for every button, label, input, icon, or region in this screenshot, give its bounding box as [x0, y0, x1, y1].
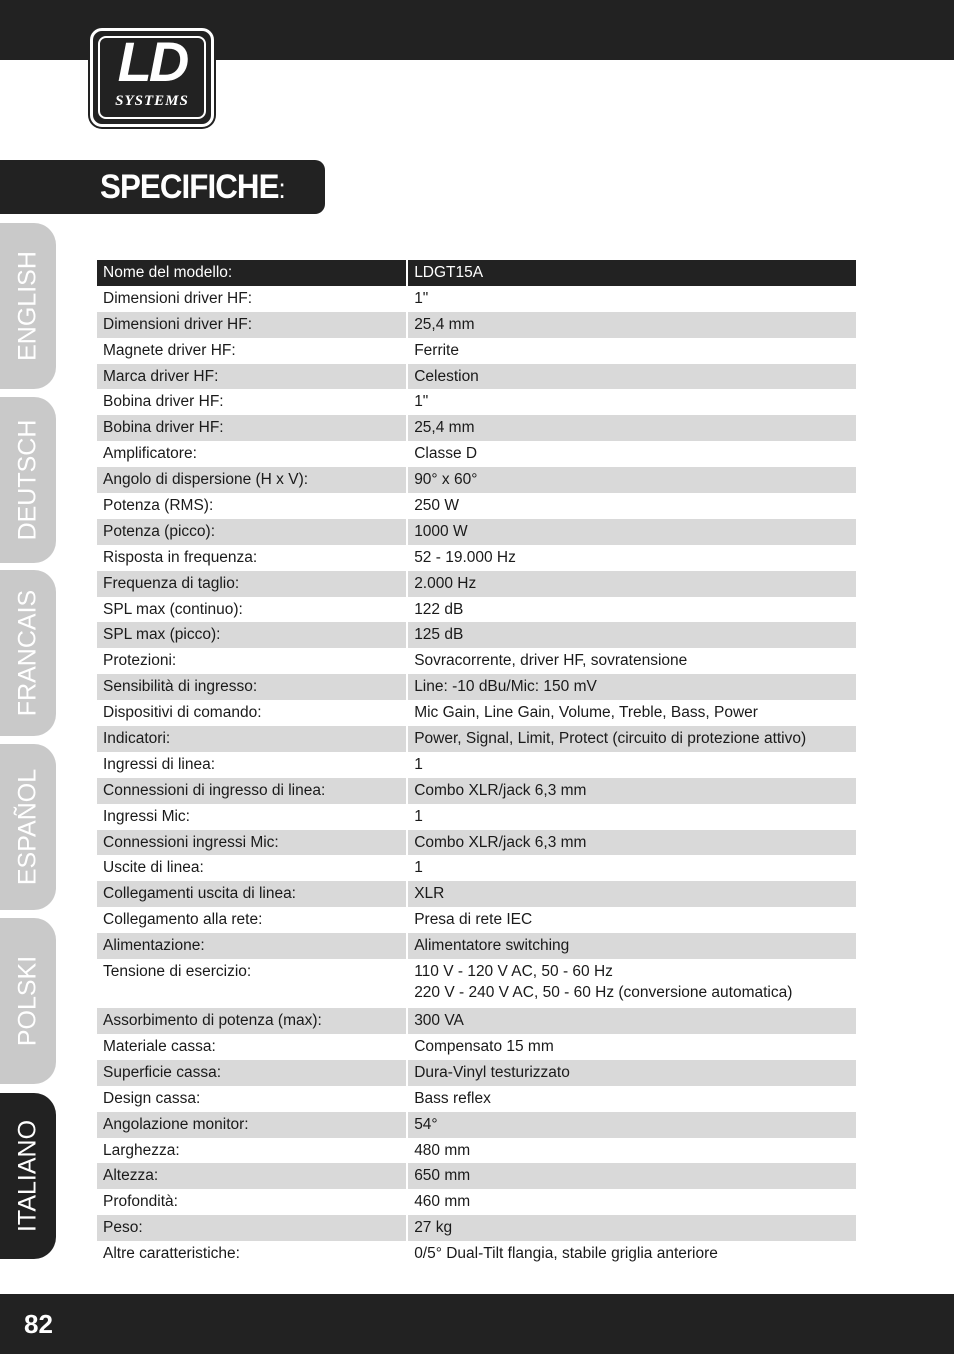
table-row [97, 467, 856, 493]
table-row [97, 804, 856, 830]
spec-label: Superficie cassa: [97, 1060, 406, 1086]
spec-value-line: Alimentatore switching [414, 937, 570, 955]
spec-value [408, 1086, 856, 1112]
spec-label: SPL max (picco): [97, 622, 406, 648]
spec-value-line: LDGT15A [414, 264, 484, 281]
spec-value-line: 250 W [414, 497, 459, 515]
spec-value [408, 415, 856, 441]
spec-value [408, 286, 856, 312]
spec-label: Angolo di dispersione (H x V): [97, 467, 406, 493]
spec-label: Potenza (RMS): [103, 497, 214, 515]
spec-value [408, 1189, 856, 1215]
table-row [97, 907, 856, 933]
spec-value-line: 1 [414, 859, 423, 877]
spec-label: Alimentazione: [97, 933, 406, 959]
spec-value [408, 1163, 856, 1189]
table-row [97, 519, 856, 545]
spec-value [408, 597, 856, 623]
table-row [97, 1138, 856, 1164]
table-row [97, 1163, 856, 1189]
spec-label: Marca driver HF: [97, 364, 406, 390]
spec-label: Assorbimento di potenza (max): [97, 1008, 406, 1034]
spec-label: Altezza: [97, 1163, 406, 1189]
spec-value [408, 674, 856, 700]
logo-main-text: LD [117, 30, 187, 93]
spec-value [408, 260, 856, 286]
spec-value [408, 493, 856, 519]
spec-value-line: 52 - 19.000 Hz [414, 548, 516, 566]
spec-label: Bobina driver HF: [103, 393, 224, 411]
spec-value [408, 804, 856, 830]
spec-label: Collegamenti uscita di linea: [97, 881, 406, 907]
language-tab-label: FRANCAIS [13, 589, 42, 717]
spec-value [408, 312, 856, 338]
spec-label: Potenza (picco): [97, 519, 406, 545]
spec-value-line: Ferrite [414, 341, 459, 359]
spec-label: Sensibilità di ingresso: [97, 674, 406, 700]
spec-label: Dimensioni driver HF: [97, 312, 406, 338]
language-tab-deutsch[interactable] [0, 397, 56, 563]
page-number: 82 [24, 1309, 53, 1339]
table-row [97, 959, 856, 1008]
table-row [97, 286, 856, 312]
spec-value [408, 726, 856, 752]
spec-value [408, 338, 856, 364]
language-tab-english[interactable] [0, 223, 56, 389]
spec-value [408, 752, 856, 778]
table-row [97, 674, 856, 700]
language-tab-label: ITALIANO [13, 1119, 42, 1233]
language-tab-polski[interactable] [0, 918, 56, 1084]
spec-value-line: 460 mm [414, 1193, 471, 1211]
language-tab-italiano[interactable] [0, 1093, 56, 1259]
spec-label: Design cassa: [103, 1089, 201, 1107]
language-tab-label: POLSKI [13, 955, 42, 1047]
table-row [97, 700, 856, 726]
spec-value-line: 122 dB [414, 600, 464, 618]
spec-value-line: 2.000 Hz [414, 574, 477, 592]
table-row [97, 622, 856, 648]
spec-value [408, 441, 856, 467]
spec-value-line: 480 mm [414, 1141, 471, 1159]
spec-value-line: Dura-Vinyl testurizzato [414, 1063, 570, 1081]
spec-table [97, 260, 856, 1267]
spec-value [408, 364, 856, 390]
spec-value-line: 1 [414, 807, 423, 825]
section-title-label: SPECIFICHE [100, 168, 279, 206]
spec-value-line: 1000 W [414, 522, 468, 540]
table-row [97, 933, 856, 959]
table-row [97, 1189, 856, 1215]
spec-value [408, 1008, 856, 1034]
spec-label: Peso: [97, 1215, 406, 1241]
ld-systems-logo [90, 28, 214, 127]
spec-label: Nome del modello: [97, 260, 406, 286]
table-row [97, 1008, 856, 1034]
table-row [97, 1060, 856, 1086]
spec-value-line: 27 kg [414, 1219, 453, 1237]
spec-label: Connessioni ingressi Mic: [97, 830, 406, 856]
spec-label: Connessioni di ingresso di linea: [97, 778, 406, 804]
table-row [97, 389, 856, 415]
language-tab-label: ENGLISH [13, 251, 42, 361]
spec-value-line: XLR [414, 885, 445, 903]
table-row [97, 1112, 856, 1138]
spec-label: Amplificatore: [103, 445, 197, 463]
language-tab-espanol[interactable] [0, 744, 56, 910]
spec-value-line: 1" [414, 393, 429, 411]
table-row [97, 364, 856, 390]
spec-value [408, 881, 856, 907]
spec-value [408, 1215, 856, 1241]
spec-value [408, 1241, 856, 1267]
spec-label: Angolazione monitor: [97, 1112, 406, 1138]
language-tab-label: DEUTSCH [13, 419, 42, 541]
table-row [97, 830, 856, 856]
spec-value [408, 1060, 856, 1086]
spec-value-line: Combo XLR/jack 6,3 mm [414, 781, 587, 799]
section-title-colon: : [278, 173, 285, 204]
spec-value [408, 830, 856, 856]
spec-value-line: 1 [414, 755, 423, 773]
spec-label: Ingressi Mic: [103, 807, 190, 825]
spec-value-line: 25,4 mm [414, 419, 475, 437]
spec-label: Tensione di esercizio: [103, 963, 252, 981]
spec-value-line: 650 mm [414, 1167, 471, 1185]
spec-label: Frequenza di taglio: [97, 571, 406, 597]
spec-label: Dimensioni driver HF: [103, 289, 253, 307]
spec-value [408, 933, 856, 959]
spec-value [408, 1034, 856, 1060]
table-row [97, 778, 856, 804]
table-row [97, 752, 856, 778]
spec-value-line: Power, Signal, Limit, Protect (circuito di protezione attivo) [414, 730, 807, 748]
table-row [97, 597, 856, 623]
spec-value [408, 1138, 856, 1164]
spec-value [408, 907, 856, 933]
spec-value-line: Presa di rete IEC [414, 911, 533, 929]
spec-label: Materiale cassa: [103, 1037, 216, 1055]
spec-value-line: Line: -10 dBu/Mic: 150 mV [414, 678, 597, 696]
table-header-row [97, 260, 856, 286]
spec-label: Larghezza: [103, 1141, 180, 1159]
logo-sub-text: SYSTEMS [115, 93, 189, 109]
table-row [97, 726, 856, 752]
table-row [97, 493, 856, 519]
spec-value-line: Sovracorrente, driver HF, sovratensione [414, 652, 688, 670]
spec-label: Uscite di linea: [103, 859, 204, 877]
spec-value [408, 467, 856, 493]
spec-value-line: Combo XLR/jack 6,3 mm [414, 833, 587, 851]
spec-value-line: 1" [414, 289, 429, 307]
spec-value [408, 519, 856, 545]
spec-value-line: Compensato 15 mm [414, 1037, 554, 1055]
spec-label: Magnete driver HF: [103, 341, 236, 359]
spec-label: Altre caratteristiche: [103, 1245, 240, 1263]
spec-value-line: Mic Gain, Line Gain, Volume, Treble, Bass, Power [414, 704, 758, 722]
spec-value [408, 1112, 856, 1138]
table-row [97, 338, 856, 364]
table-row [97, 415, 856, 441]
spec-label: Profondità: [103, 1193, 178, 1211]
spec-value [408, 959, 856, 1008]
spec-value-line: 90° x 60° [414, 471, 478, 489]
table-row [97, 1241, 856, 1267]
table-row [97, 1215, 856, 1241]
spec-label: Ingressi di linea: [103, 755, 216, 773]
language-tab-francais[interactable] [0, 570, 56, 736]
spec-value-line: 125 dB [414, 626, 464, 644]
table-row [97, 1034, 856, 1060]
spec-value [408, 700, 856, 726]
spec-value [408, 571, 856, 597]
spec-label: Dispositivi di comando: [103, 704, 262, 722]
spec-label: Collegamento alla rete: [103, 911, 263, 929]
table-row [97, 855, 856, 881]
table-row [97, 648, 856, 674]
table-row [97, 881, 856, 907]
spec-value-line: 220 V - 240 V AC, 50 - 60 Hz (conversione automatica) [414, 984, 793, 1002]
spec-value-line: 300 VA [414, 1012, 464, 1030]
language-tab-label: ESPAÑOL [13, 768, 42, 886]
section-title [100, 168, 285, 208]
footer-band [0, 1294, 954, 1354]
spec-value [408, 648, 856, 674]
spec-label: Risposta in frequenza: [103, 548, 258, 566]
spec-value [408, 778, 856, 804]
table-row [97, 545, 856, 571]
spec-value-line: 25,4 mm [414, 315, 475, 333]
spec-value [408, 545, 856, 571]
spec-label: SPL max (continuo): [103, 600, 243, 618]
spec-label: Bobina driver HF: [97, 415, 406, 441]
spec-value [408, 855, 856, 881]
table-row [97, 571, 856, 597]
table-row [97, 441, 856, 467]
spec-value-line: 0/5° Dual-Tilt flangia, stabile griglia anteriore [414, 1245, 718, 1263]
spec-label: Protezioni: [103, 652, 177, 670]
spec-value-line: Classe D [414, 445, 478, 463]
spec-label: Indicatori: [97, 726, 406, 752]
table-row [97, 312, 856, 338]
spec-value-line: 110 V - 120 V AC, 50 - 60 Hz [414, 963, 613, 981]
spec-value [408, 389, 856, 415]
section-title-tab [0, 160, 325, 214]
spec-value-line: Celestion [414, 367, 479, 385]
spec-value-line: 54° [414, 1115, 438, 1133]
spec-value-line: Bass reflex [414, 1089, 491, 1107]
spec-value [408, 622, 856, 648]
table-row [97, 1086, 856, 1112]
